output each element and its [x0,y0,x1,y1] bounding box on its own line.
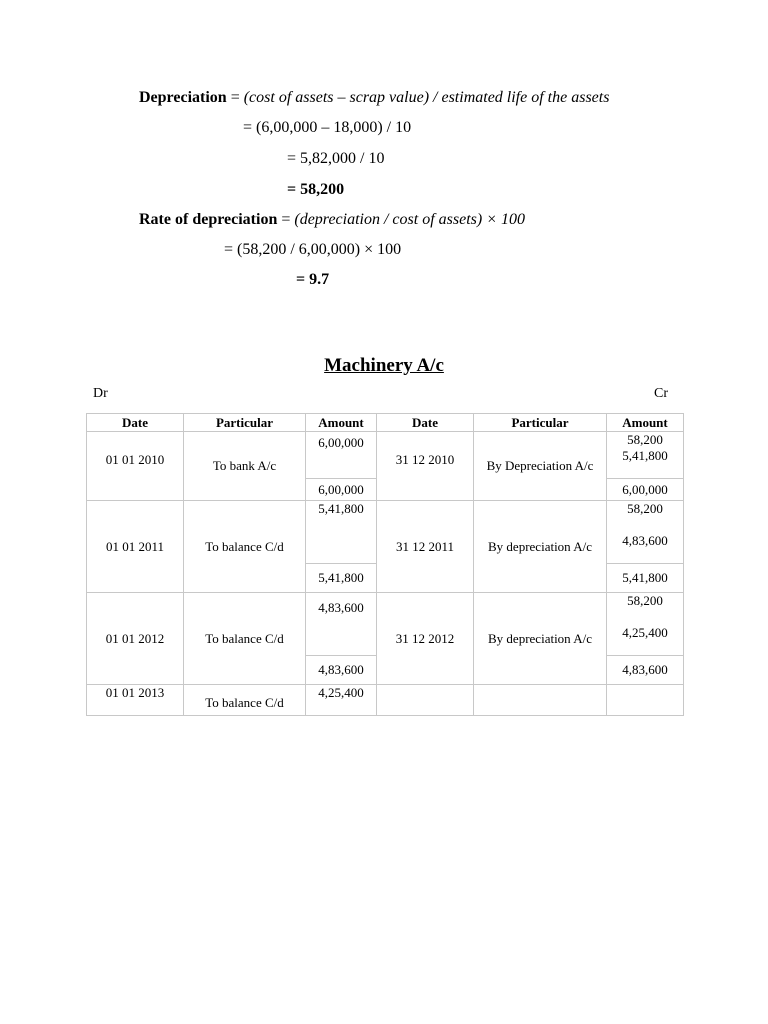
dr-particular: To balance C/d [184,685,306,716]
dr-amount: 5,41,800 [306,501,377,564]
depreciation-step-1: = (6,00,000 – 18,000) / 10 [243,119,412,136]
depreciation-step-2: = 5,82,000 / 10 [287,150,385,167]
table-row [87,593,684,656]
dr-total: 5,41,800 [306,564,377,593]
table-row [87,501,684,564]
rate-formula [139,210,525,230]
cr-particular-empty [474,685,607,716]
cr-date-empty [377,685,474,716]
cr-date: 31 12 2010 [377,432,474,501]
cr-amount [607,593,684,656]
credit-label: Cr [654,386,668,401]
cr-amount-empty [607,685,684,716]
cr-particular: By depreciation A/c [474,501,607,593]
cr-amount-depreciation: 58,200 [627,593,663,608]
dr-particular: To balance C/d [184,501,306,593]
header-dr-particular: Particular [184,414,306,432]
dr-total: 6,00,000 [306,479,377,501]
rate-result: = 9.7 [296,271,330,288]
header-cr-date: Date [377,414,474,432]
header-dr-date: Date [87,414,184,432]
table-row [87,432,684,479]
depreciation-label: Depreciation [139,89,227,106]
cr-amount-depreciation: 58,200 [627,432,663,447]
rate-equals: = [277,211,295,228]
dr-amount: 4,83,600 [306,593,377,656]
dr-date: 01 01 2010 [87,432,184,501]
header-cr-amount: Amount [607,414,684,432]
debit-label: Dr [93,386,108,401]
header-cr-particular: Particular [474,414,607,432]
header-dr-amount: Amount [306,414,377,432]
cr-amount-balance: 4,83,600 [622,533,668,548]
cr-particular: By Depreciation A/c [474,432,607,501]
cr-date: 31 12 2012 [377,593,474,685]
cr-amount-depreciation: 58,200 [627,501,663,516]
dr-amount: 4,25,400 [306,685,377,716]
cr-amount [607,501,684,564]
dr-particular: To balance C/d [184,593,306,685]
machinery-ledger-table [86,413,684,716]
cr-amount [607,432,684,479]
rate-formula-text: (depreciation / cost of assets) × 100 [294,211,525,228]
dr-total: 4,83,600 [306,656,377,685]
cr-total: 5,41,800 [607,564,684,593]
depreciation-formula-text: (cost of assets – scrap value) / estimated life of the assets [243,89,610,106]
header-row [87,414,684,432]
rate-label: Rate of depreciation [139,211,278,228]
table-row [87,685,684,716]
depreciation-equals: = [226,89,244,106]
dr-date: 01 01 2013 [87,685,184,716]
cr-amount-balance: 4,25,400 [622,625,668,640]
cr-total: 6,00,000 [607,479,684,501]
depreciation-result: = 58,200 [287,181,345,198]
cr-amount-balance: 5,41,800 [622,448,668,463]
dr-date: 01 01 2012 [87,593,184,685]
dr-amount: 6,00,000 [306,432,377,479]
depreciation-formula [139,88,609,108]
account-title: Machinery A/c [324,355,444,376]
dr-date: 01 01 2011 [87,501,184,593]
cr-total: 4,83,600 [607,656,684,685]
cr-particular: By depreciation A/c [474,593,607,685]
rate-step-1: = (58,200 / 6,00,000) × 100 [224,241,402,258]
dr-particular: To bank A/c [184,432,306,501]
cr-date: 31 12 2011 [377,501,474,593]
